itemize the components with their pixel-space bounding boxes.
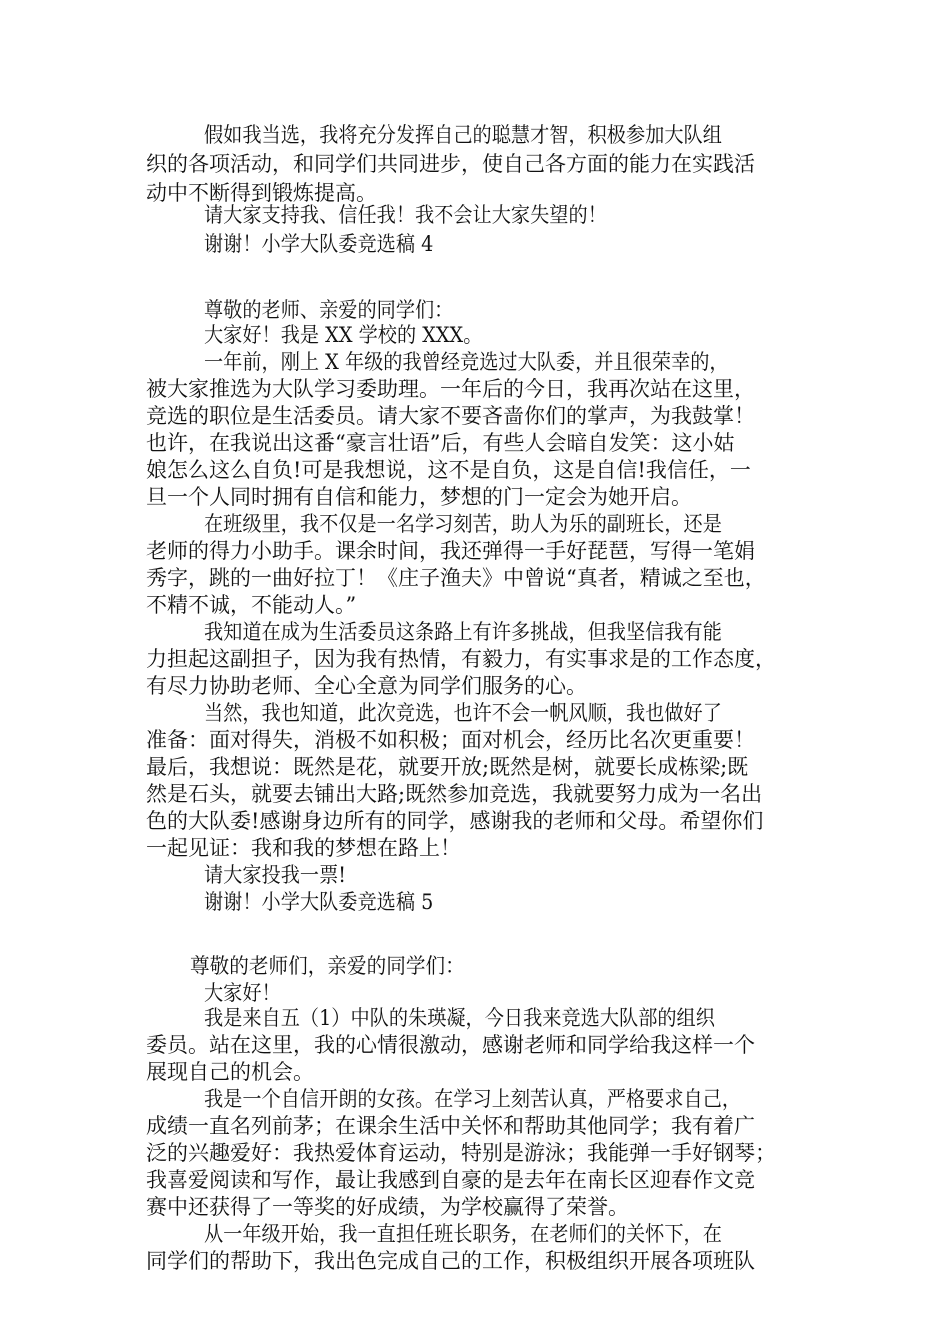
paragraph-line: 当然，我也知道，此次竞选，也许不会一帆风顺，我也做好了	[204, 701, 722, 725]
paragraph-line: 最后，我想说：既然是花，就要开放;既然是树，就要长成栋梁;既	[146, 755, 749, 779]
paragraph-line: 色的大队委!感谢身边所有的同学，感谢我的老师和父母。希望你们	[146, 809, 764, 833]
paragraph-line: 竞选的职位是生活委员。请大家不要吝啬你们的掌声，为我鼓掌！	[146, 404, 755, 428]
paragraph-line: 也许，在我说出这番“豪言壮语”后，有些人会暗自发笑：这小姑	[146, 431, 735, 455]
paragraph-line: 我知道在成为生活委员这条路上有许多挑战，但我坚信我有能	[204, 620, 722, 644]
paragraph-line: 有尽力协助老师、全心全意为同学们服务的心。	[146, 674, 587, 698]
paragraph-line: 动中不断得到锻炼提高。	[146, 181, 377, 205]
paragraph-line: 从一年级开始，我一直担任班长职务，在老师们的关怀下，在	[204, 1222, 722, 1246]
paragraph-line: 力担起这副担子，因为我有热情，有毅力，有实事求是的工作态度，	[146, 647, 776, 671]
paragraph-line: 秀字，跳的一曲好拉丁！《庄子渔夫》中曾说“真者，精诚之至也，	[146, 566, 766, 590]
paragraph-line: 被大家推选为大队学习委助理。一年后的今日，我再次站在这里，	[146, 377, 755, 401]
paragraph-line: 在班级里，我不仅是一名学习刻苦，助人为乐的副班长，还是	[204, 512, 722, 536]
section-heading: 谢谢！小学大队委竞选稿 5	[204, 890, 434, 914]
paragraph-line: 织的各项活动，和同学们共同进步，使自己各方面的能力在实践活	[146, 152, 755, 176]
section-heading: 谢谢！小学大队委竞选稿 4	[204, 232, 434, 256]
paragraph-line: 准备：面对得失，消极不如积极；面对机会，经历比名次更重要！	[146, 728, 755, 752]
salutation: 尊敬的老师、亲爱的同学们：	[204, 298, 454, 322]
paragraph-line: 我是一个自信开朗的女孩。在学习上刻苦认真，严格要求自己，	[204, 1087, 742, 1111]
paragraph-line: 我是来自五（1）中队的朱瑛凝，今日我来竞选大队部的组织	[204, 1006, 715, 1030]
greeting: 大家好！我是 XX 学校的 XXX。	[204, 323, 483, 347]
paragraph-line: 旦一个人同时拥有自信和能力，梦想的门一定会为她开启。	[146, 485, 692, 509]
paragraph-line: 赛中还获得了一等奖的好成绩，为学校赢得了荣誉。	[146, 1195, 629, 1219]
paragraph-line: 委员。站在这里，我的心情很激动，感谢老师和同学给我这样一个	[146, 1033, 755, 1057]
paragraph-line: 一起见证：我和我的梦想在路上！	[146, 836, 461, 860]
paragraph-line: 老师的得力小助手。课余时间，我还弹得一手好琵琶，写得一笔娟	[146, 539, 755, 563]
paragraph-line: 展现自己的机会。	[146, 1060, 314, 1084]
paragraph-line: 然是石头，就要去铺出大路;既然参加竞选，我就要努力成为一名出	[146, 782, 763, 806]
paragraph-line: 请大家支持我、信任我！我不会让大家失望的！	[204, 203, 607, 227]
paragraph-line: 娘怎么这么自负!可是我想说，这不是自负，这是自信!我信任，一	[146, 458, 751, 482]
paragraph-line: 我喜爱阅读和写作，最让我感到自豪的是去年在南长区迎春作文竞	[146, 1168, 755, 1192]
paragraph-line: 同学们的帮助下，我出色完成自己的工作，积极组织开展各项班队	[146, 1249, 755, 1273]
paragraph-line: 假如我当选，我将充分发挥自己的聪慧才智，积极参加大队组	[204, 123, 722, 147]
greeting: 大家好！	[204, 981, 281, 1005]
paragraph-line: 成绩一直名列前茅；在课余生活中关怀和帮助其他同学；我有着广	[146, 1114, 755, 1138]
paragraph-line: 不精不诚，不能动人。”	[146, 593, 357, 617]
paragraph-line: 一年前，刚上 X 年级的我曾经竞选过大队委，并且很荣幸的，	[204, 350, 729, 374]
paragraph-line: 泛的兴趣爱好：我热爱体育运动，特别是游泳；我能弹一手好钢琴；	[146, 1141, 776, 1165]
paragraph-line: 请大家投我一票!	[204, 863, 346, 887]
salutation: 尊敬的老师们，亲爱的同学们：	[190, 954, 465, 978]
